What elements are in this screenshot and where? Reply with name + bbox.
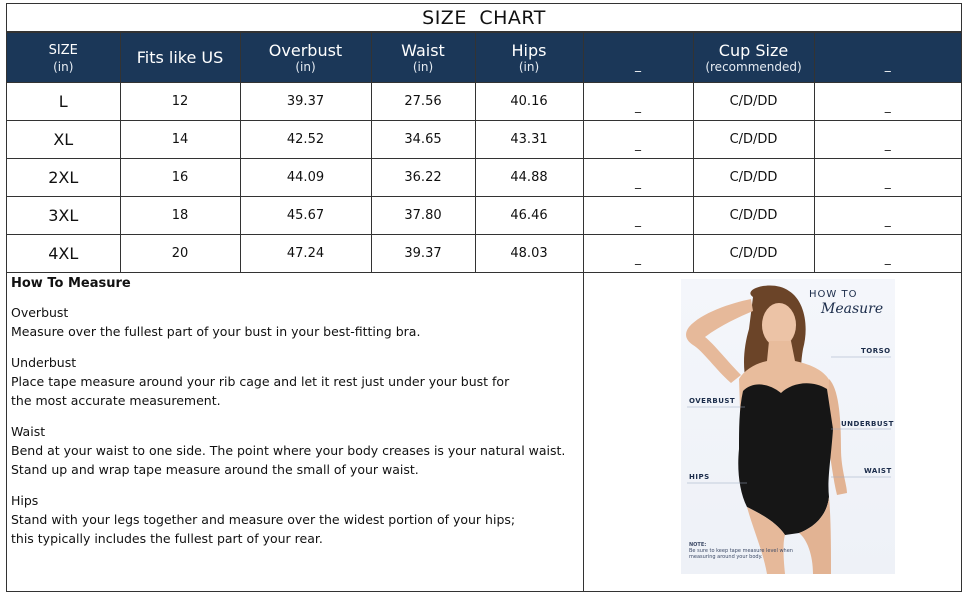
table-cell: 43.31 xyxy=(475,121,583,159)
table-row xyxy=(7,83,961,121)
table-cell: _ xyxy=(583,235,693,273)
table-cell: _ xyxy=(814,121,961,159)
table-cell: 42.52 xyxy=(240,121,371,159)
table-cell: 47.24 xyxy=(240,235,371,273)
table-header-row xyxy=(7,33,961,83)
table-cell: C/D/DD xyxy=(693,83,814,121)
table-cell: _ xyxy=(814,197,961,235)
column-header-fits-like-us: Fits like US xyxy=(120,33,240,83)
table-cell: 36.22 xyxy=(371,159,475,197)
table-cell: C/D/DD xyxy=(693,235,814,273)
table-cell: _ xyxy=(583,197,693,235)
table-cell: 4XL xyxy=(7,235,120,273)
measure-item-text: this typically includes the fullest part of your rear. xyxy=(11,531,323,546)
table-cell: 16 xyxy=(120,159,240,197)
how-to-measure-section xyxy=(7,270,584,591)
measure-item-text: Measure over the fullest part of your bust in your best-fitting bra. xyxy=(11,324,421,339)
size-table xyxy=(7,32,961,273)
table-cell: 20 xyxy=(120,235,240,273)
column-header-size: SIZE (in) xyxy=(7,33,120,83)
figure-script-title: Measure xyxy=(821,301,884,317)
table-row xyxy=(7,159,961,197)
label-waist: WAIST xyxy=(864,467,892,475)
column-header-cup-size: Cup Size (recommended) xyxy=(693,33,814,83)
measure-item-text: Stand up and wrap tape measure around the small of your waist. xyxy=(11,462,419,477)
table-cell: 12 xyxy=(120,83,240,121)
column-header-overbust: Overbust (in) xyxy=(240,33,371,83)
how-to-measure-heading: How To Measure xyxy=(11,276,131,291)
table-cell: _ xyxy=(814,159,961,197)
label-torso: TORSO xyxy=(861,347,891,355)
table-cell: 45.67 xyxy=(240,197,371,235)
measure-item xyxy=(11,353,583,410)
table-cell: _ xyxy=(814,235,961,273)
figure-title: HOW TO xyxy=(809,289,858,300)
table-row xyxy=(7,197,961,235)
table-cell: 34.65 xyxy=(371,121,475,159)
measure-item xyxy=(11,303,583,341)
size-chart-frame xyxy=(6,3,962,592)
table-cell: 2XL xyxy=(7,159,120,197)
face-shape xyxy=(762,303,796,347)
measure-item-name: Hips xyxy=(11,493,39,508)
table-cell: XL xyxy=(7,121,120,159)
table-cell: _ xyxy=(583,159,693,197)
measure-item xyxy=(11,422,583,479)
table-cell: C/D/DD xyxy=(693,159,814,197)
label-overbust: OVERBUST xyxy=(689,397,736,405)
column-header-waist: Waist (in) xyxy=(371,33,475,83)
column-header-hips: Hips (in) xyxy=(475,33,583,83)
table-cell: _ xyxy=(814,83,961,121)
column-header-blank-2: _ xyxy=(814,33,961,83)
table-cell: _ xyxy=(583,121,693,159)
table-cell: 39.37 xyxy=(371,235,475,273)
measure-item-text: Place tape measure around your rib cage and let it rest just under your bust for xyxy=(11,374,510,389)
figure-note: NOTE: Be sure to keep tape measure level when measuring around your body. xyxy=(689,542,793,560)
table-cell: C/D/DD xyxy=(693,121,814,159)
how-to-measure-figure xyxy=(681,279,895,574)
measure-item xyxy=(11,491,583,548)
table-cell: 48.03 xyxy=(475,235,583,273)
table-cell: 40.16 xyxy=(475,83,583,121)
measure-item-text: Bend at your waist to one side. The point where your body creases is your natural waist. xyxy=(11,443,566,458)
table-row xyxy=(7,235,961,273)
measure-item-text: the most accurate measurement. xyxy=(11,393,221,408)
label-underbust: UNDERBUST xyxy=(841,420,894,428)
table-cell: _ xyxy=(583,83,693,121)
table-cell: 37.80 xyxy=(371,197,475,235)
table-cell: L xyxy=(7,83,120,121)
table-cell: 27.56 xyxy=(371,83,475,121)
table-row xyxy=(7,121,961,159)
raised-arm-shape xyxy=(686,299,753,383)
measure-item-name: Underbust xyxy=(11,355,77,370)
table-cell: 14 xyxy=(120,121,240,159)
column-header-blank-1: _ xyxy=(583,33,693,83)
table-cell: 3XL xyxy=(7,197,120,235)
label-hips: HIPS xyxy=(689,473,710,481)
table-cell: 44.88 xyxy=(475,159,583,197)
table-cell: 39.37 xyxy=(240,83,371,121)
table-cell: 44.09 xyxy=(240,159,371,197)
chart-title: SIZE CHART xyxy=(7,4,961,32)
table-cell: 18 xyxy=(120,197,240,235)
measure-item-name: Waist xyxy=(11,424,46,439)
measure-item-text: Stand with your legs together and measure over the widest portion of your hips; xyxy=(11,512,516,527)
table-cell: C/D/DD xyxy=(693,197,814,235)
table-cell: 46.46 xyxy=(475,197,583,235)
measure-item-name: Overbust xyxy=(11,305,69,320)
